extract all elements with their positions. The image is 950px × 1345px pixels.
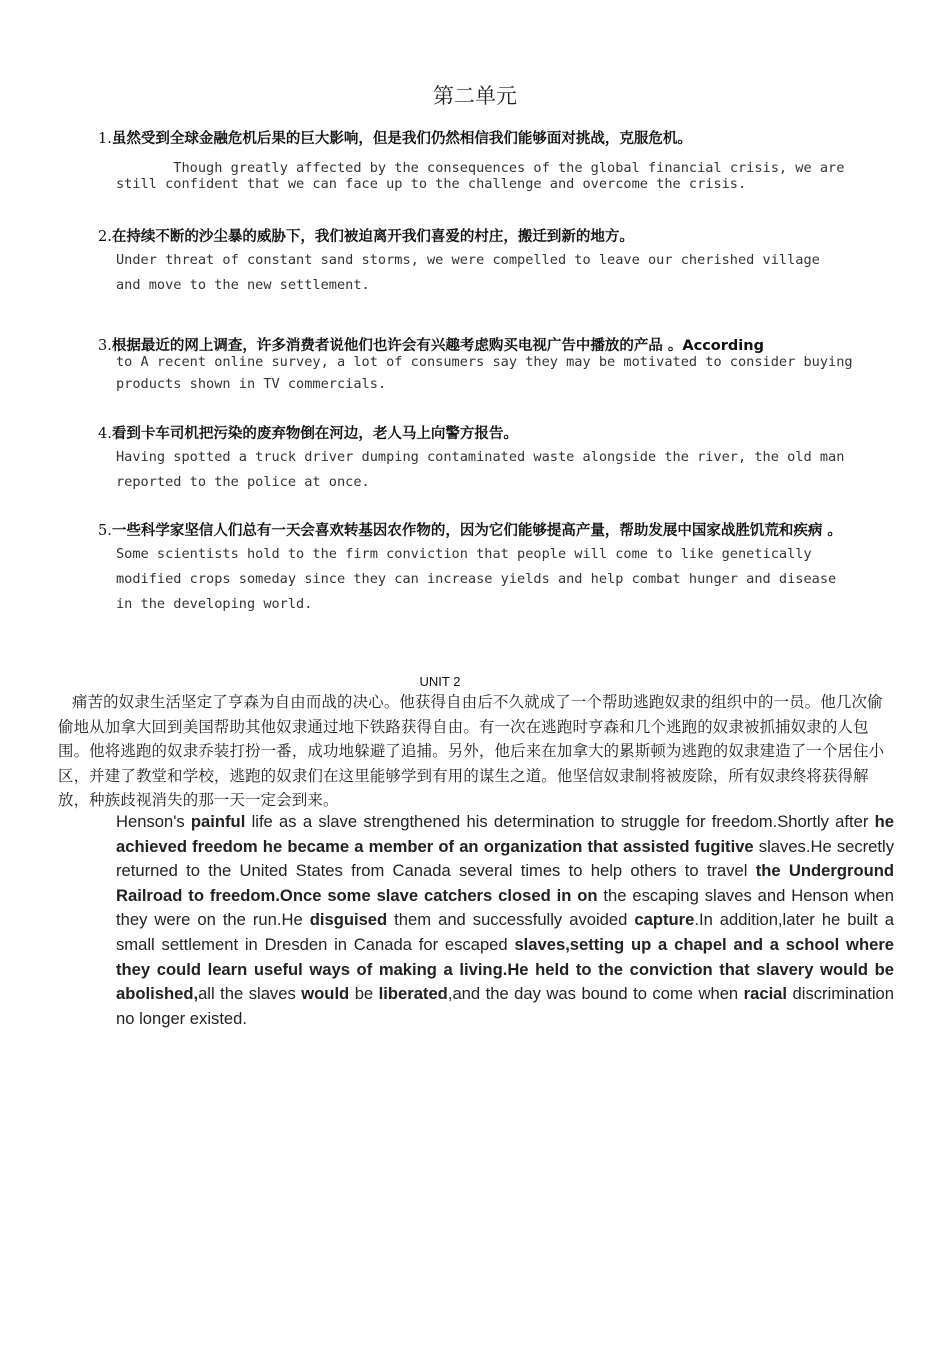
passage-text: the escaping slaves and Henson when they were on the run.He bbox=[116, 885, 894, 930]
english-translation: Some scientists hold to the firm conviction that people will come to like genetically modified crops someday since they can increase yields and help combat hunger and disease in the developing world. bbox=[116, 546, 837, 612]
chinese-passage-text: 痛苦的奴隶生活坚定了亨森为自由而战的决心。他获得自由后不久就成了一个帮助逃跑奴隶的组织中的一员。他几次偷偷地从加拿大回到美国帮助其他奴隶通过地下铁路获得自由。有一次在逃跑时亨森和几个逃跑的奴隶被抓捕奴隶的人包围。他将逃跑的奴隶乔装打扮一番，成功地躲避了追捕。另外，他后来在加拿大的累斯顿为逃跑的奴隶建造了一个居住小区，并建了教堂和学校，逃跑的奴隶们在这里能够学到有用的谋生之道。他坚信奴隶制将被废除，所有奴隶终将获得解放，种族歧视消失的那一天一定会到来。 bbox=[58, 693, 885, 809]
chinese-text: 看到卡车司机把污染的废弃物倒在河边，老人马上向警方报告。 bbox=[111, 426, 518, 442]
sentence-number: 2. bbox=[98, 229, 112, 245]
sentence-item-3 bbox=[98, 335, 868, 395]
passage-text: discrimination no longer existed. bbox=[116, 984, 894, 1028]
sentence-number: 5. bbox=[98, 523, 112, 539]
chinese-sentence bbox=[98, 423, 868, 445]
chinese-text: 一些科学家坚信人们总有一天会喜欢转基因农作物的，因为它们能够提高产量，帮助发展中国家战胜饥荒和疾病 。 bbox=[111, 523, 842, 539]
english-translation: Under threat of constant sand storms, we were compelled to leave our cherished village and move to the new settlement. bbox=[116, 252, 820, 293]
passage-text: ,and the day was bound to come when bbox=[447, 984, 744, 1004]
chinese-sentence bbox=[98, 128, 868, 150]
chinese-text: 根据最近的网上调查，许多消费者说他们也许会有兴趣考虑购买电视广告中播放的产品 。According bbox=[111, 338, 764, 354]
unit-heading: UNIT 2 bbox=[419, 674, 461, 689]
sentence-number: 4. bbox=[98, 426, 112, 442]
english-translation: to A recent online survey, a lot of consumers say they may be motivated to consider buying products shown in TV commercials. bbox=[116, 354, 853, 392]
sentence-number: 1. bbox=[98, 131, 112, 147]
passage-text: slaves.He secretly returned to the United States from Canada several times to help others to travel bbox=[116, 836, 894, 881]
passage-bold-text: he achieved freedom he became a member of an organization that assisted fugitive bbox=[116, 812, 894, 856]
passage-text: .In addition,later he built a small settlement in Dresden in Canada for escaped bbox=[116, 910, 894, 954]
passage-bold-text: slaves,setting up a chapel and a school where they could learn useful ways of making a living.He held to the conviction that slavery would be abolished, bbox=[116, 934, 895, 1004]
passage-bold-text: the Underground Railroad to freedom.Once some slave catchers closed in on bbox=[116, 861, 894, 905]
passage-bold-text: liberated bbox=[378, 984, 448, 1004]
chinese-passage bbox=[58, 690, 892, 813]
english-translation: Though greatly affected by the consequences of the global financial crisis, we are still confident that we can face up to the challenge and overcome the crisis. bbox=[116, 160, 845, 192]
page-title: 第二单元 bbox=[433, 84, 517, 108]
passage-bold-text: capture bbox=[634, 910, 695, 930]
chinese-text: 在持续不断的沙尘暴的威胁下，我们被迫离开我们喜爱的村庄，搬迁到新的地方。 bbox=[111, 229, 634, 245]
sentence-item-1 bbox=[98, 128, 868, 192]
passage-text: them and successfully avoided bbox=[387, 910, 635, 930]
passage-bold-text: would bbox=[301, 984, 350, 1004]
english-passage bbox=[116, 810, 894, 1031]
passage-text: be bbox=[349, 984, 379, 1004]
english-translation: Having spotted a truck driver dumping contaminated waste alongside the river, the old man reported to the police at once. bbox=[116, 449, 845, 490]
sentence-number: 3. bbox=[98, 338, 112, 354]
chinese-text: 虽然受到全球金融危机后果的巨大影响，但是我们仍然相信我们能够面对挑战，克服危机。 bbox=[111, 131, 692, 147]
passage-text: all the slaves bbox=[198, 984, 302, 1004]
chinese-sentence bbox=[98, 226, 868, 248]
passage-bold-text: disguised bbox=[309, 910, 388, 930]
passage-bold-text: racial bbox=[743, 984, 788, 1004]
sentence-item-2 bbox=[98, 226, 868, 298]
chinese-sentence bbox=[98, 520, 868, 542]
passage-text: Henson's bbox=[116, 812, 191, 831]
passage-text: life as a slave strengthened his determination to struggle for freedom.Shortly after bbox=[245, 812, 875, 831]
passage-bold-text: painful bbox=[190, 812, 246, 831]
sentence-item-4 bbox=[98, 423, 868, 495]
sentence-item-5 bbox=[98, 520, 868, 617]
